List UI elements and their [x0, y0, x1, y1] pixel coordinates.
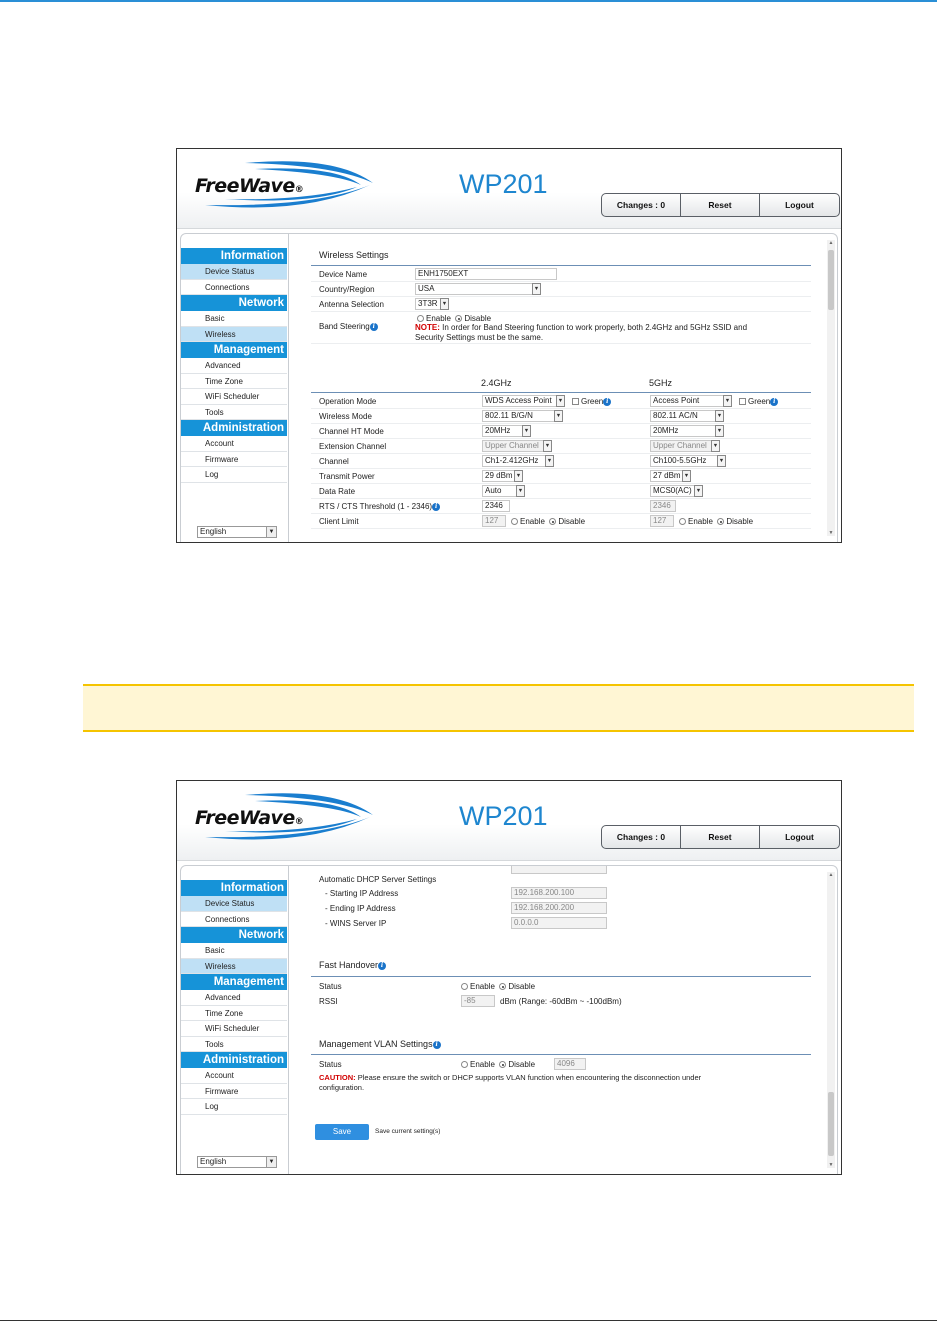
reset-button[interactable]: Reset	[681, 194, 760, 216]
note-banner	[83, 684, 914, 732]
dhcp-toggle-field[interactable]	[511, 865, 607, 874]
content-scrollbar[interactable]	[827, 240, 835, 536]
starting-ip-row: - Starting IP Address 192.168.200.100	[311, 886, 811, 901]
info-icon[interactable]: i	[770, 398, 778, 406]
chevron-down-icon: ▼	[516, 485, 525, 497]
content-scrollbar[interactable]	[827, 872, 835, 1168]
app-header	[177, 781, 841, 861]
vlan-enable-radio[interactable]	[461, 1061, 468, 1068]
band-note: NOTE: In order for Band Steering function to work properly, both 2.4GHz and 5GHz SSID and	[415, 323, 748, 332]
fast-handover-rule	[311, 976, 811, 977]
band-note-line2: Security Settings must be the same.	[415, 333, 544, 342]
sidebar-item-tools[interactable]: Tools	[181, 405, 287, 421]
info-icon[interactable]: i	[378, 962, 386, 970]
green-5-checkbox[interactable]	[739, 398, 746, 405]
save-hint: Save current setting(s)	[375, 1128, 441, 1135]
scroll-up-icon[interactable]: ▲	[828, 240, 834, 246]
sidebar-item-basic[interactable]: Basic	[181, 311, 287, 327]
vlan-caution: CAUTION: Please ensure the switch or DHCP supports VLAN function when encountering the disconnection under	[319, 1073, 702, 1082]
wireless-settings-screenshot	[176, 148, 842, 543]
sidebar	[181, 880, 287, 1175]
band-enable-radio[interactable]	[417, 315, 424, 322]
header-button-group	[601, 193, 840, 217]
freewave-logo: FreeWave®	[185, 787, 375, 849]
model-title: WP201	[459, 169, 548, 199]
sidebar-category-management: Management	[181, 342, 287, 358]
sidebar-item-time-zone[interactable]: Time Zone	[181, 1006, 287, 1022]
client-5-disable-radio[interactable]	[717, 518, 724, 525]
rssi-input[interactable]: -85	[461, 995, 495, 1007]
advanced-settings-panel	[311, 866, 816, 1174]
section-rule	[311, 265, 811, 266]
wireless-settings-panel	[311, 234, 816, 542]
logout-button[interactable]: Logout	[785, 832, 814, 842]
sidebar	[181, 248, 287, 543]
chevron-down-icon: ▼	[514, 470, 523, 482]
operation-mode-row: Operation Mode WDS Access Point ▼ Green i Access Point ▼ Green i	[311, 394, 811, 409]
chevron-down-icon: ▼	[266, 527, 276, 537]
channel-5-select[interactable]: Ch100-5.5GHz ▼	[650, 455, 726, 467]
chevron-down-icon: ▼	[440, 298, 449, 310]
language-select[interactable]: English ▼	[197, 526, 277, 538]
sidebar-category-network: Network	[181, 927, 287, 943]
country-select[interactable]: USA ▼	[415, 283, 541, 295]
rts-24-input[interactable]: 2346	[482, 500, 510, 512]
client-limit-row: Client Limit 127 Enable Disable 127 Enable Disable	[311, 514, 811, 529]
sidebar-item-wifi-scheduler[interactable]: WiFi Scheduler	[181, 1021, 287, 1037]
device-name-row: Device Name ENH1750EXT	[311, 267, 811, 282]
op-mode-5-select[interactable]: Access Point ▼	[650, 395, 732, 407]
vlan-title: Management VLAN Settings i	[319, 1039, 441, 1049]
ht-mode-row: Channel HT Mode 20MHz ▼ 20MHz ▼	[311, 424, 811, 439]
vlan-rule	[311, 1054, 811, 1055]
scroll-down-icon[interactable]: ▼	[828, 1162, 834, 1168]
sidebar-item-wireless[interactable]: Wireless	[181, 959, 287, 975]
rssi-row: RSSI -85 dBm (Range: -60dBm ~ -100dBm)	[319, 996, 622, 1006]
sidebar-item-firmware[interactable]: Firmware	[181, 452, 287, 468]
wins-ip-row: - WINS Server IP 0.0.0.0	[311, 916, 811, 931]
scrollbar-thumb[interactable]	[828, 1092, 834, 1156]
chevron-down-icon: ▼	[543, 440, 552, 452]
changes-button[interactable]: Changes : 0	[602, 194, 681, 216]
chevron-down-icon: ▼	[694, 485, 703, 497]
transmit-power-row: Transmit Power 29 dBm ▼ 27 dBm ▼	[311, 469, 811, 484]
chevron-down-icon: ▼	[682, 470, 691, 482]
country-row: Country/Region USA ▼	[311, 282, 811, 297]
freewave-logo: FreeWave®	[185, 155, 375, 217]
power-24-select[interactable]: 29 dBm ▼	[482, 470, 523, 482]
wireless-mode-5-select[interactable]: 802.11 AC/N ▼	[650, 410, 724, 422]
chevron-down-icon: ▼	[556, 395, 565, 407]
client-5-input[interactable]: 127	[650, 515, 674, 527]
wireless-mode-row: Wireless Mode 802.11 B/G/N ▼ 802.11 AC/N ▼	[311, 409, 811, 424]
fast-disable-radio[interactable]	[499, 983, 506, 990]
chevron-down-icon: ▼	[717, 455, 726, 467]
model-title: WP201	[459, 801, 548, 831]
chevron-down-icon: ▼	[266, 1157, 276, 1167]
channel-row: Channel Ch1-2.412GHz ▼ Ch100-5.5GHz ▼	[311, 454, 811, 469]
band-disable-radio[interactable]	[455, 315, 462, 322]
main-frame	[180, 233, 838, 543]
sidebar-item-device-status[interactable]: Device Status	[181, 896, 287, 912]
wireless-mode-24-select[interactable]: 802.11 B/G/N ▼	[482, 410, 563, 422]
rts-threshold-row: RTS / CTS Threshold (1 - 2346) i 2346 2346	[311, 499, 811, 514]
sidebar-item-firmware[interactable]: Firmware	[181, 1084, 287, 1100]
ht-24-select[interactable]: 20MHz ▼	[482, 425, 531, 437]
scroll-down-icon[interactable]: ▼	[828, 530, 834, 536]
ending-ip-input[interactable]: 192.168.200.200	[511, 902, 607, 914]
ext-5-select[interactable]: Upper Channel ▼	[650, 440, 720, 452]
sidebar-item-connections[interactable]: Connections	[181, 280, 287, 296]
chevron-down-icon: ▼	[723, 395, 732, 407]
starting-ip-input[interactable]: 192.168.200.100	[511, 887, 607, 899]
ending-ip-row: - Ending IP Address 192.168.200.200	[311, 901, 811, 916]
chevron-down-icon: ▼	[711, 440, 720, 452]
sidebar-item-log[interactable]: Log	[181, 1099, 287, 1115]
sidebar-item-account[interactable]: Account	[181, 436, 287, 452]
extension-channel-row: Extension Channel Upper Channel ▼ Upper Channel ▼	[311, 439, 811, 454]
chevron-down-icon: ▼	[522, 425, 531, 437]
sidebar-category-information: Information	[181, 248, 287, 264]
client-24-enable-radio[interactable]	[511, 518, 518, 525]
column-header-5ghz: 5GHz	[649, 378, 673, 388]
green-24-checkbox[interactable]	[572, 398, 579, 405]
column-header-24ghz: 2.4GHz	[481, 378, 512, 388]
vlan-status-row: Status Enable Disable 4096	[311, 1057, 811, 1072]
sidebar-category-network: Network	[181, 295, 287, 311]
ht-5-select[interactable]: 20MHz ▼	[650, 425, 724, 437]
sidebar-category-administration: Administration	[181, 1052, 287, 1068]
chevron-down-icon: ▼	[532, 283, 541, 295]
language-select[interactable]: English ▼	[197, 1156, 277, 1168]
sidebar-item-tools[interactable]: Tools	[181, 1037, 287, 1053]
sidebar-item-wifi-scheduler[interactable]: WiFi Scheduler	[181, 389, 287, 405]
sidebar-item-log[interactable]: Log	[181, 467, 287, 483]
sidebar-divider	[288, 234, 289, 542]
wins-ip-input[interactable]: 0.0.0.0	[511, 917, 607, 929]
rate-24-select[interactable]: Auto ▼	[482, 485, 525, 497]
sidebar-item-advanced[interactable]: Advanced	[181, 358, 287, 374]
sidebar-divider	[288, 866, 289, 1174]
fast-handover-title: Fast Handover i	[319, 960, 386, 970]
changes-button[interactable]: Changes : 0	[602, 826, 681, 848]
sidebar-category-administration: Administration	[181, 420, 287, 436]
sidebar-item-basic[interactable]: Basic	[181, 943, 287, 959]
vlan-disable-radio[interactable]	[499, 1061, 506, 1068]
page-bottom-rule	[0, 1320, 937, 1321]
save-button[interactable]: Save	[315, 1124, 369, 1140]
chevron-down-icon: ▼	[554, 410, 563, 422]
band-steering-row: Band Steering i Enable Disable NOTE: In order for Band Steering function to work properly, both 2.4GHz and 5GHz SSID and Security Settings must be the same.	[311, 312, 811, 344]
advanced-settings-screenshot	[176, 780, 842, 1175]
channel-24-select[interactable]: Ch1-2.412GHz ▼	[482, 455, 554, 467]
ext-24-select[interactable]: Upper Channel ▼	[482, 440, 552, 452]
page-top-rule	[0, 0, 937, 2]
client-24-input[interactable]: 127	[482, 515, 506, 527]
vlan-id-input[interactable]: 4096	[554, 1058, 586, 1070]
rate-5-select[interactable]: MCS0(AC) ▼	[650, 485, 703, 497]
chevron-down-icon: ▼	[715, 425, 724, 437]
sidebar-item-connections[interactable]: Connections	[181, 912, 287, 928]
chevron-down-icon: ▼	[715, 410, 724, 422]
antenna-row: Antenna Selection 3T3R ▼	[311, 297, 811, 312]
antenna-select[interactable]: 3T3R ▼	[415, 298, 449, 310]
info-icon[interactable]: i	[603, 398, 611, 406]
sidebar-category-information: Information	[181, 880, 287, 896]
info-icon[interactable]: i	[433, 1041, 441, 1049]
device-name-input[interactable]: ENH1750EXT	[415, 268, 557, 280]
client-5-enable-radio[interactable]	[679, 518, 686, 525]
sidebar-item-wireless[interactable]: Wireless	[181, 327, 287, 343]
fast-status-row: Status Enable Disable	[319, 982, 536, 991]
sidebar-item-time-zone[interactable]: Time Zone	[181, 374, 287, 390]
scroll-up-icon[interactable]: ▲	[828, 872, 834, 878]
sidebar-item-account[interactable]: Account	[181, 1068, 287, 1084]
dhcp-section-title: Automatic DHCP Server Settings	[319, 875, 437, 884]
scrollbar-thumb[interactable]	[828, 250, 834, 310]
chevron-down-icon: ▼	[545, 455, 554, 467]
reset-button[interactable]: Reset	[681, 826, 760, 848]
op-mode-24-select[interactable]: WDS Access Point ▼	[482, 395, 565, 407]
rssi-range: dBm (Range: -60dBm ~ -100dBm)	[500, 997, 622, 1006]
rts-5-input[interactable]: 2346	[650, 500, 676, 512]
logout-button[interactable]: Logout	[785, 200, 814, 210]
section-title: Wireless Settings	[319, 250, 389, 260]
info-icon[interactable]: i	[370, 323, 378, 331]
main-frame	[180, 865, 838, 1175]
client-24-disable-radio[interactable]	[549, 518, 556, 525]
fast-enable-radio[interactable]	[461, 983, 468, 990]
data-rate-row: Data Rate Auto ▼ MCS0(AC) ▼	[311, 484, 811, 499]
sidebar-item-device-status[interactable]: Device Status	[181, 264, 287, 280]
sidebar-category-management: Management	[181, 974, 287, 990]
radio-table-rule	[311, 392, 811, 393]
sidebar-item-advanced[interactable]: Advanced	[181, 990, 287, 1006]
power-5-select[interactable]: 27 dBm ▼	[650, 470, 691, 482]
header-button-group	[601, 825, 840, 849]
vlan-caution-line2: configuration.	[319, 1083, 365, 1092]
app-header	[177, 149, 841, 229]
info-icon[interactable]: i	[432, 503, 440, 511]
